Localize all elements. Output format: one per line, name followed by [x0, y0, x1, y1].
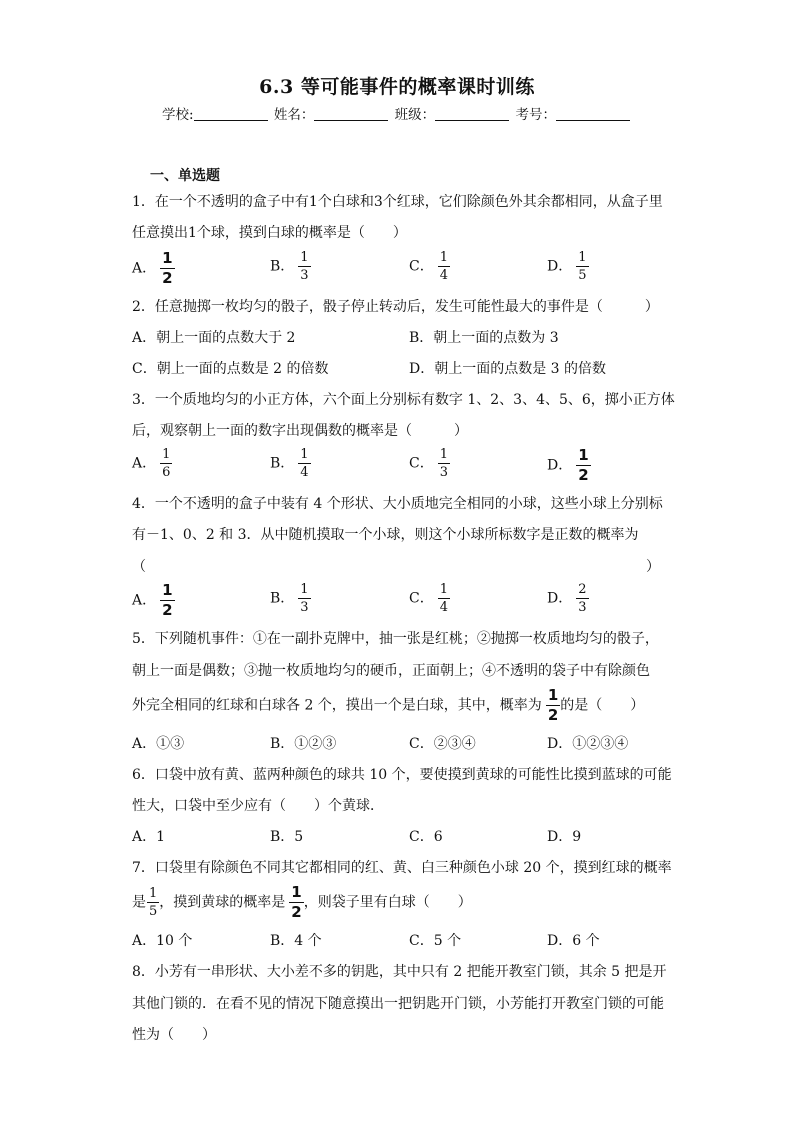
question-6-line-2: 性大，口袋中至少应有（ ）个黄球．	[132, 798, 384, 814]
option-label: C．	[409, 455, 434, 472]
question-6-option-b[interactable]: B．5	[270, 829, 304, 845]
school-label: 学校:	[162, 107, 194, 123]
fraction: $\frac{1}{2}$	[547, 686, 559, 724]
question-7-line-2	[132, 885, 472, 920]
question-1-line-1: 1．在一个不透明的盒子中有1个白球和3个红球，它们除颜色外其余都相同，从盒子里	[132, 194, 663, 210]
option-label: A．	[132, 260, 157, 277]
question-4-option-b[interactable]	[270, 583, 311, 614]
question-7-text-end: ，则袋子里有白球（ ）	[303, 894, 472, 911]
name-blank[interactable]	[314, 108, 388, 121]
question-1-option-a[interactable]	[132, 251, 175, 286]
question-4-line-1: 4．一个不透明的盒子中装有 4 个形状、大小质地完全相同的小球，这些小球上分别标	[132, 496, 663, 512]
question-8-line-1: 8．小芳有一串形状、大小差不多的钥匙，其中只有 2 把能开教室门锁，其余 5 把是开	[132, 964, 667, 980]
question-7-text: 是	[132, 894, 146, 911]
page-title: 6.3 等可能事件的概率课时训练	[259, 76, 535, 98]
fraction: $\frac{1}{2}$	[162, 581, 173, 619]
question-3-option-a[interactable]	[132, 448, 172, 479]
exam-number-blank[interactable]	[556, 108, 630, 121]
question-6-option-c[interactable]: C．6	[409, 829, 443, 845]
question-3-option-c[interactable]	[409, 448, 450, 479]
question-7-option-b[interactable]: B．4 个	[270, 933, 322, 949]
question-5-option-d[interactable]: D．①②③④	[547, 736, 629, 752]
option-label: D．	[547, 258, 573, 275]
question-4-paren-open: （	[132, 559, 146, 575]
question-4-line-2: 有－1、0、2 和 3．从中随机摸取一个小球，则这个小球所标数字是正数的概率为	[132, 527, 639, 543]
question-6-option-d[interactable]: D．9	[547, 829, 582, 845]
question-5-option-b[interactable]: B．①②③	[270, 736, 337, 752]
question-6-line-1: 6．口袋中放有黄、蓝两种颜色的球共 10 个，要使摸到黄球的可能性比摸到蓝球的可能	[132, 767, 672, 783]
question-3-line-2: 后，观察朝上一面的数字出现偶数的概率是（ ）	[132, 423, 468, 439]
question-4-option-c[interactable]	[409, 583, 450, 614]
question-8-line-2: 其他门锁的．在看不见的情况下随意摸出一把钥匙开门锁，小芳能打开教室门锁的可能	[132, 996, 664, 1012]
question-1-line-2: 任意摸出1个球，摸到白球的概率是（ ）	[132, 225, 407, 241]
option-label: D．	[547, 590, 573, 607]
question-5-option-c[interactable]: C．②③④	[409, 736, 476, 752]
fraction: $\frac{1}{4}$	[300, 447, 309, 480]
question-7-option-d[interactable]: D．6 个	[547, 933, 600, 949]
question-3-option-d[interactable]	[547, 448, 591, 483]
fraction: $\frac{1}{3}$	[439, 447, 448, 480]
fraction: $\frac{1}{6}$	[162, 447, 171, 480]
question-1-option-d[interactable]	[547, 251, 589, 282]
question-7-line-1: 7．口袋里有除颜色不同其它都相同的红、黄、白三种颜色小球 20 个，摸到红球的概率	[132, 860, 672, 876]
option-label: B．	[270, 455, 295, 472]
question-2-option-d[interactable]: D．朝上一面的点数是 3 的倍数	[409, 361, 607, 377]
fraction: $\frac{1}{3}$	[300, 250, 309, 283]
name-label: 姓名：	[273, 107, 315, 123]
fraction: $\frac{1}{4}$	[439, 250, 448, 283]
question-4-paren-close: ）	[646, 559, 660, 575]
question-3-line-1: 3．一个质地均匀的小正方体，六个面上分别标有数字 1、2、3、4、5、6，掷小正方体	[132, 392, 675, 408]
question-5-text: 外完全相同的红球和白球各 2 个，摸出一个是白球，其中，概率为	[132, 697, 542, 714]
question-4-option-a[interactable]	[132, 583, 175, 618]
class-blank[interactable]	[435, 108, 509, 121]
fraction: $\frac{1}{5}$	[149, 886, 158, 919]
question-2-option-a[interactable]: A．朝上一面的点数大于 2	[132, 330, 296, 346]
fraction: $\frac{1}{3}$	[300, 582, 309, 615]
question-5-line-2: 朝上一面是偶数；③抛一枚质地均匀的硬币，正面朝上；④不透明的袋子中有除颜色	[132, 663, 650, 679]
option-label: C．	[409, 258, 434, 275]
question-5-text-end: 的是（ ）	[560, 697, 645, 714]
question-6-option-a[interactable]: A．1	[132, 829, 166, 845]
question-8-line-3: 性为（ ）	[132, 1027, 216, 1043]
question-7-option-c[interactable]: C．5 个	[409, 933, 462, 949]
option-label: D．	[547, 457, 573, 474]
fraction: $\frac{2}{3}$	[578, 582, 587, 615]
option-label: C．	[409, 590, 434, 607]
question-7-text-mid: ，摸到黄球的概率是	[159, 894, 286, 911]
question-2-line-1: 2．任意抛掷一枚均匀的骰子，骰子停止转动后，发生可能性最大的事件是（ ）	[132, 299, 659, 315]
fraction: $\frac{1}{4}$	[439, 582, 448, 615]
question-7-option-a[interactable]: A．10 个	[132, 933, 193, 949]
class-label: 班级：	[394, 107, 436, 123]
student-info-line	[0, 103, 794, 123]
question-5-line-1: 5．下列随机事件：①在一副扑克牌中，抽一张是红桃；②抛掷一枚质地均匀的骰子，	[132, 631, 659, 647]
exam-number-label: 考号：	[515, 107, 556, 123]
question-1-option-c[interactable]	[409, 251, 450, 282]
option-label: B．	[270, 258, 295, 275]
question-1-option-b[interactable]	[270, 251, 311, 282]
option-label: B．	[270, 590, 295, 607]
option-label: A．	[132, 592, 157, 609]
fraction: $\frac{1}{2}$	[291, 883, 302, 921]
question-5-line-3	[132, 688, 644, 723]
question-4-option-d[interactable]	[547, 583, 589, 614]
question-2-option-b[interactable]: B．朝上一面的点数为 3	[409, 330, 559, 346]
question-3-option-b[interactable]	[270, 448, 311, 479]
school-blank[interactable]	[194, 108, 268, 121]
fraction: $\frac{1}{2}$	[578, 446, 589, 484]
option-label: A．	[132, 455, 157, 472]
section-heading: 一、单选题	[150, 168, 220, 184]
question-5-option-a[interactable]: A．①③	[132, 736, 185, 752]
fraction: $\frac{1}{5}$	[578, 250, 587, 283]
question-2-option-c[interactable]: C．朝上一面的点数是 2 的倍数	[132, 361, 329, 377]
fraction: $\frac{1}{2}$	[162, 249, 173, 287]
